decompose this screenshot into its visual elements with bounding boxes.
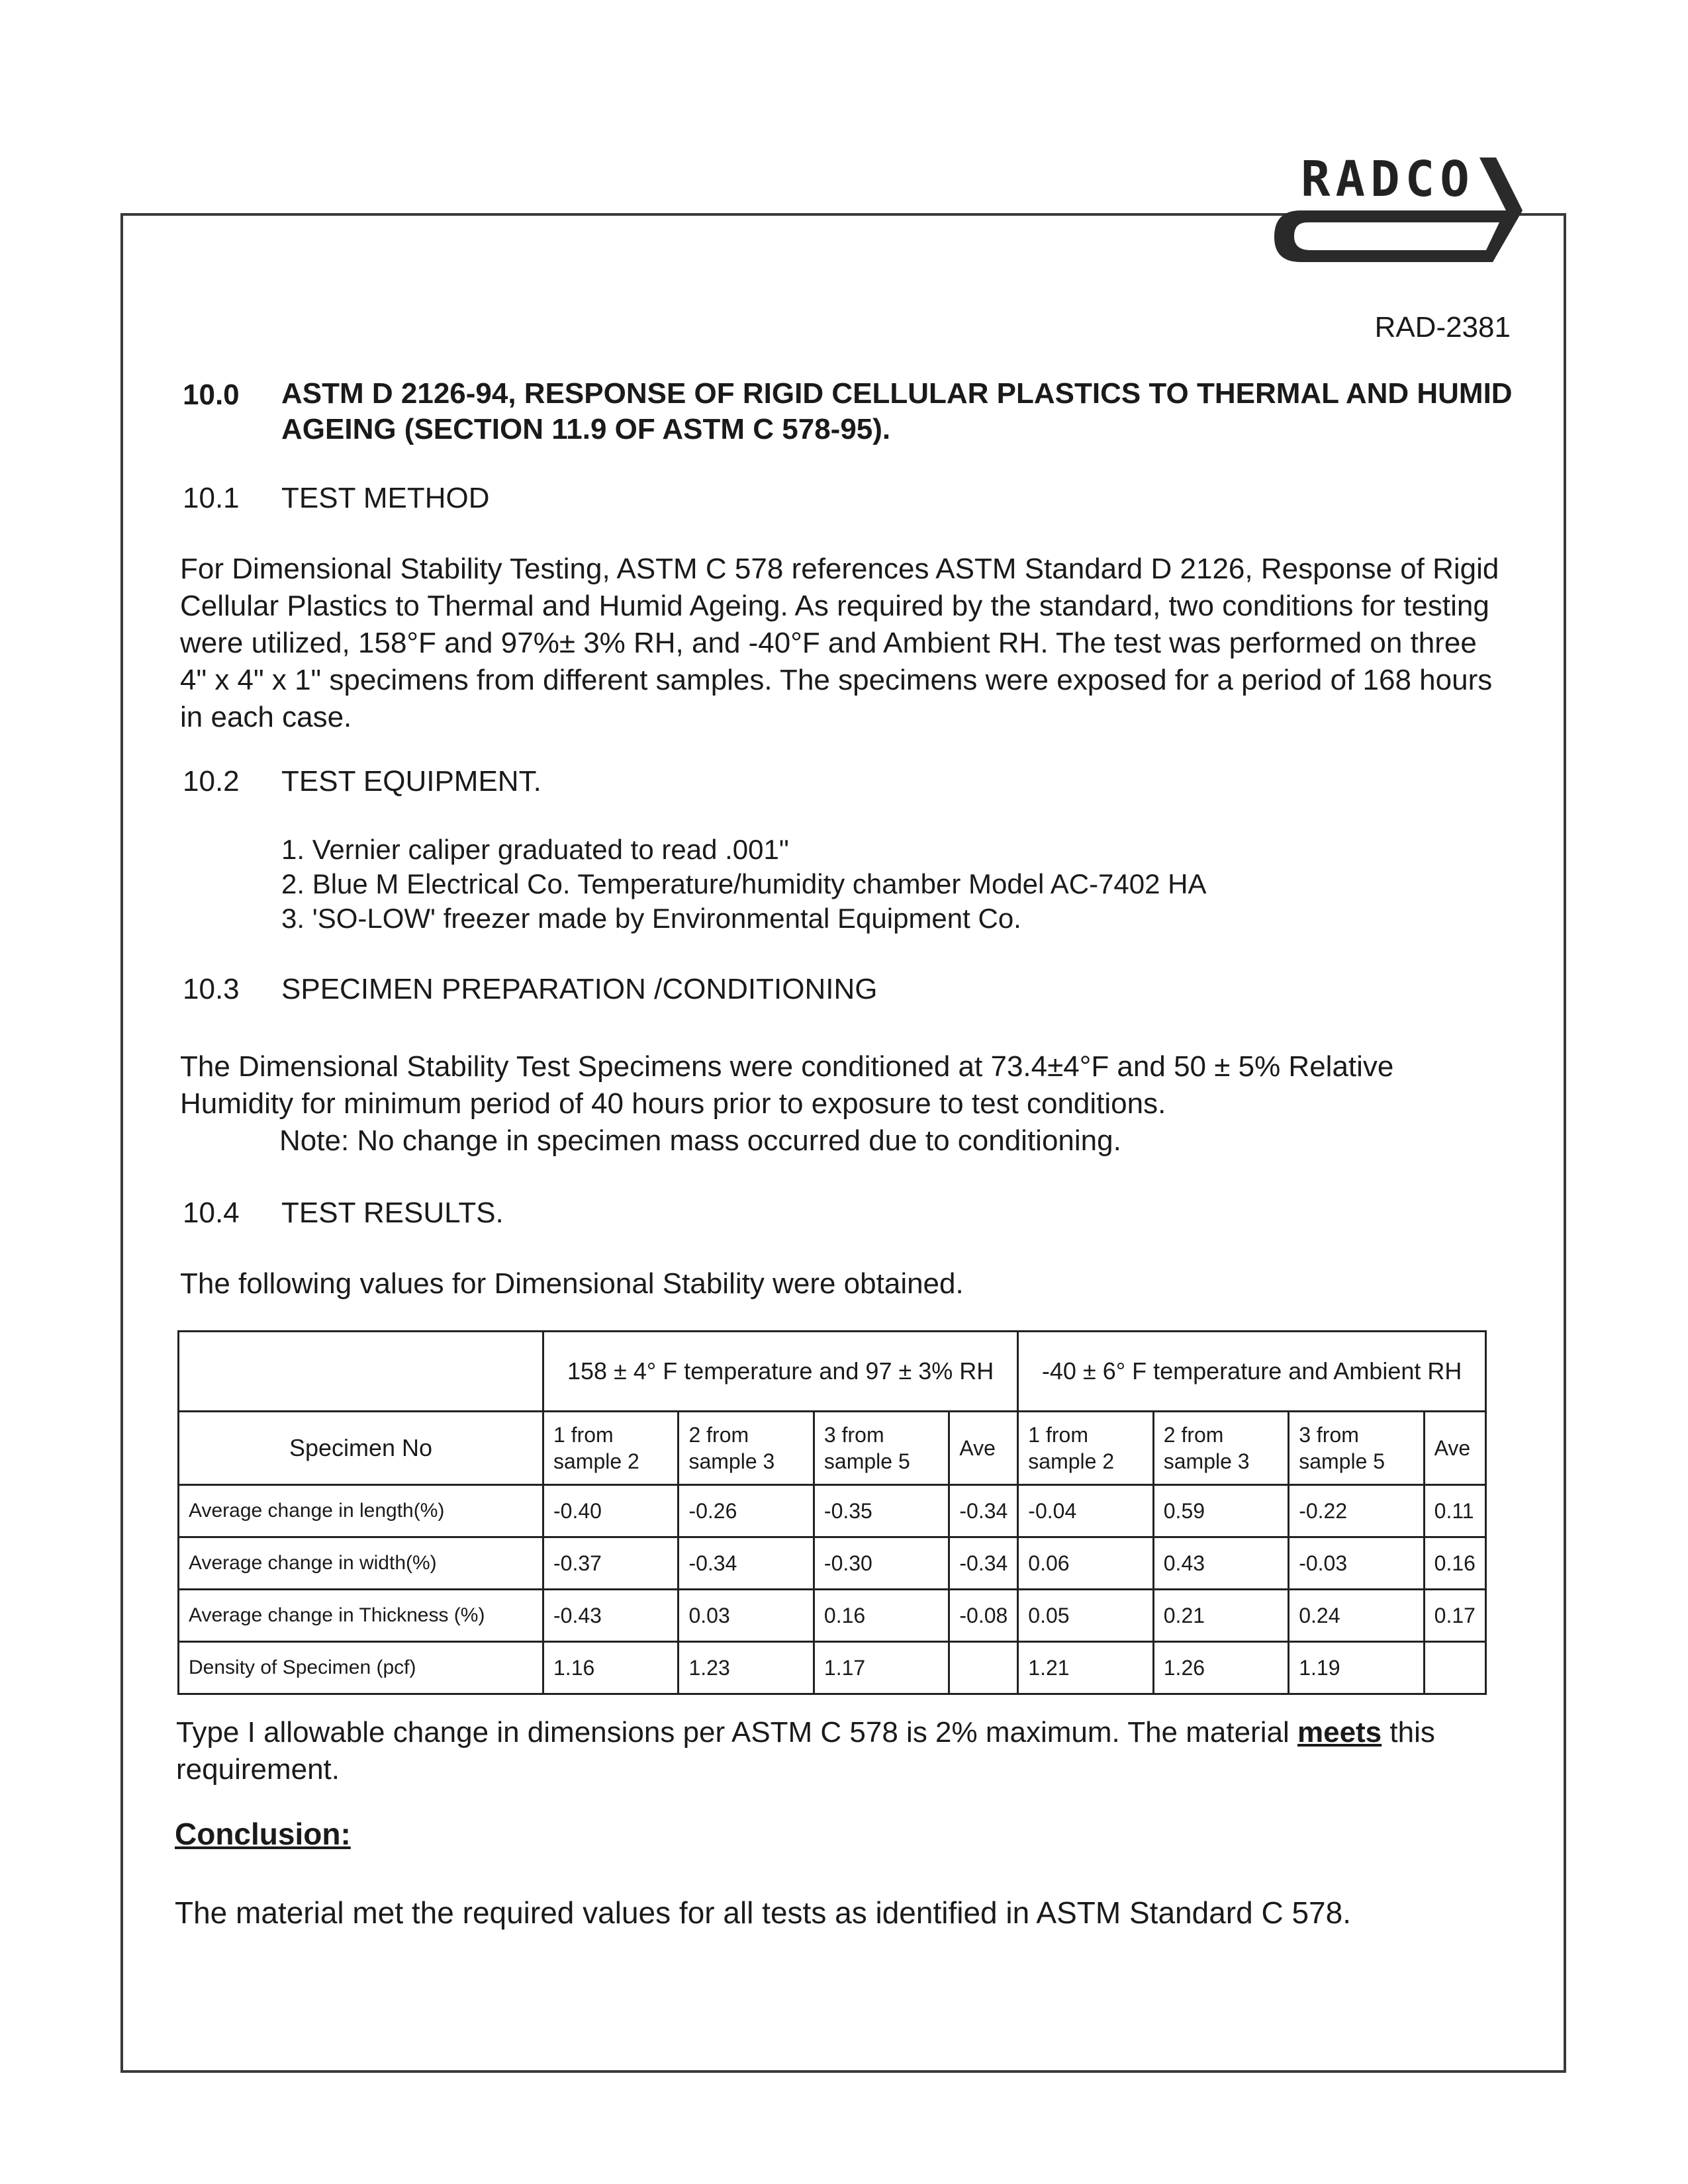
conclusion-body: The material met the required values for all tests as identified in ASTM Standard C 578. (175, 1895, 1351, 1930)
table-cell: -0.22 (1289, 1485, 1424, 1537)
document-id: RAD-2381 (1374, 311, 1511, 343)
table-cell: 0.06 (1018, 1537, 1153, 1590)
table-cell: 1.19 (1289, 1642, 1424, 1694)
table-cell: 1.21 (1018, 1642, 1153, 1694)
column-header: 3 from sample 5 (814, 1412, 949, 1485)
table-cell: -0.04 (1018, 1485, 1153, 1537)
table-cell: 0.59 (1153, 1485, 1288, 1537)
table-cell: -0.35 (814, 1485, 949, 1537)
section-title-test-results: TEST RESULTS. (281, 1197, 504, 1229)
row-label: Average change in Thickness (%) (179, 1590, 543, 1642)
table-group-header-row (179, 1332, 1486, 1412)
column-header: 2 from sample 3 (679, 1412, 814, 1485)
table-cell: 0.24 (1289, 1590, 1424, 1642)
section-title-10-0: ASTM D 2126-94, RESPONSE OF RIGID CELLULAR PLASTICS TO THERMAL AND HUMID AGEING (SECTION 11.9 OF ASTM C 578-95). (281, 377, 1513, 445)
table-cell: 0.16 (1424, 1537, 1485, 1590)
column-header: 2 from sample 3 (1153, 1412, 1288, 1485)
column-header: Ave (949, 1412, 1018, 1485)
section-title-test-method: TEST METHOD (281, 482, 490, 514)
table-cell: 0.21 (1153, 1590, 1288, 1642)
table-cell: -0.30 (814, 1537, 949, 1590)
table-cell (1424, 1642, 1485, 1694)
table-corner-cell (179, 1332, 543, 1412)
equipment-list (281, 833, 1207, 936)
table-cell: 0.17 (1424, 1590, 1485, 1642)
conclusion-heading: Conclusion: (175, 1817, 351, 1851)
specimen-no-header: Specimen No (179, 1412, 543, 1485)
section-title-test-equipment: TEST EQUIPMENT. (281, 765, 541, 797)
table-row (179, 1537, 1486, 1590)
row-label: Average change in length(%) (179, 1485, 543, 1537)
row-label: Density of Specimen (pcf) (179, 1642, 543, 1694)
table-cell: 1.17 (814, 1642, 949, 1694)
equipment-item: 2. Blue M Electrical Co. Temperature/humidity chamber Model AC-7402 HA (281, 868, 1207, 899)
radco-logo (1261, 144, 1539, 263)
table-cell: 0.16 (814, 1590, 949, 1642)
equipment-item: 1. Vernier caliper graduated to read .001" (281, 834, 789, 865)
column-header: 1 from sample 2 (1018, 1412, 1153, 1485)
section-number-10-0: 10.0 (183, 379, 240, 411)
table-cell: -0.37 (543, 1537, 679, 1590)
requirement-statement (176, 1714, 1507, 1788)
table-cell: 0.03 (679, 1590, 814, 1642)
row-label: Average change in width(%) (179, 1537, 543, 1590)
section-title-specimen-preparation: SPECIMEN PREPARATION /CONDITIONING (281, 973, 878, 1005)
column-header: 1 from sample 2 (543, 1412, 679, 1485)
table-cell: -0.08 (949, 1590, 1018, 1642)
table-cell: 1.26 (1153, 1642, 1288, 1694)
table-cell: -0.34 (679, 1537, 814, 1590)
table-cell: -0.26 (679, 1485, 814, 1537)
table-cell (949, 1642, 1018, 1694)
column-header: Ave (1424, 1412, 1485, 1485)
section-number-10-3: 10.3 (183, 973, 240, 1005)
table-cell: -0.03 (1289, 1537, 1424, 1590)
table-row (179, 1642, 1486, 1694)
table-cell: -0.34 (949, 1537, 1018, 1590)
table-row (179, 1485, 1486, 1537)
conditioning-paragraph: The Dimensional Stability Test Specimens were conditioned at 73.4±4°F and 50 ± 5% Relative Humidity for minimum period of 40 hours prior to exposure to test conditions. (180, 1050, 1394, 1120)
logo-text: RADCO (1301, 151, 1475, 208)
table-cell: 0.05 (1018, 1590, 1153, 1642)
dimensional-stability-table (177, 1330, 1487, 1695)
column-header: 3 from sample 5 (1289, 1412, 1424, 1485)
table-cell: 1.16 (543, 1642, 679, 1694)
condition-cold-ambient-header: -40 ± 6° F temperature and Ambient RH (1018, 1332, 1486, 1412)
table-cell: 0.43 (1153, 1537, 1288, 1590)
table-row (179, 1590, 1486, 1642)
section-number-10-1: 10.1 (183, 482, 240, 514)
section-number-10-2: 10.2 (183, 765, 240, 797)
table-cell: -0.34 (949, 1485, 1018, 1537)
table-cell: -0.40 (543, 1485, 679, 1537)
condition-hot-humid-header: 158 ± 4° F temperature and 97 ± 3% RH (543, 1332, 1018, 1412)
test-method-paragraph: For Dimensional Stability Testing, ASTM C 578 references ASTM Standard D 2126, Response of Rigid Cellular Plastics to Thermal and Humid Ageing. As required by the standard, two conditions for testing were utilized, 158°F and 97%± 3% RH, and -40°F and Ambient RH. The test was performed on three 4" x 4" x 1" specimens from different samples. The specimens were exposed for a period of 168 hours in each case. (180, 553, 1499, 733)
section-number-10-4: 10.4 (183, 1197, 240, 1229)
requirement-emphasis: meets (1297, 1716, 1382, 1749)
requirement-text-end: this requirement. (176, 1716, 1435, 1786)
conditioning-note: Note: No change in specimen mass occurred due to conditioning. (279, 1124, 1121, 1157)
table-cell: 1.23 (679, 1642, 814, 1694)
results-intro: The following values for Dimensional Stability were obtained. (180, 1267, 964, 1300)
equipment-item: 3. 'SO-LOW' freezer made by Environmental Equipment Co. (281, 903, 1021, 934)
table-cell: 0.11 (1424, 1485, 1485, 1537)
table-cell: -0.43 (543, 1590, 679, 1642)
requirement-text: Type I allowable change in dimensions per ASTM C 578 is 2% maximum. The material (176, 1716, 1297, 1749)
table-subheader-row (179, 1412, 1486, 1485)
